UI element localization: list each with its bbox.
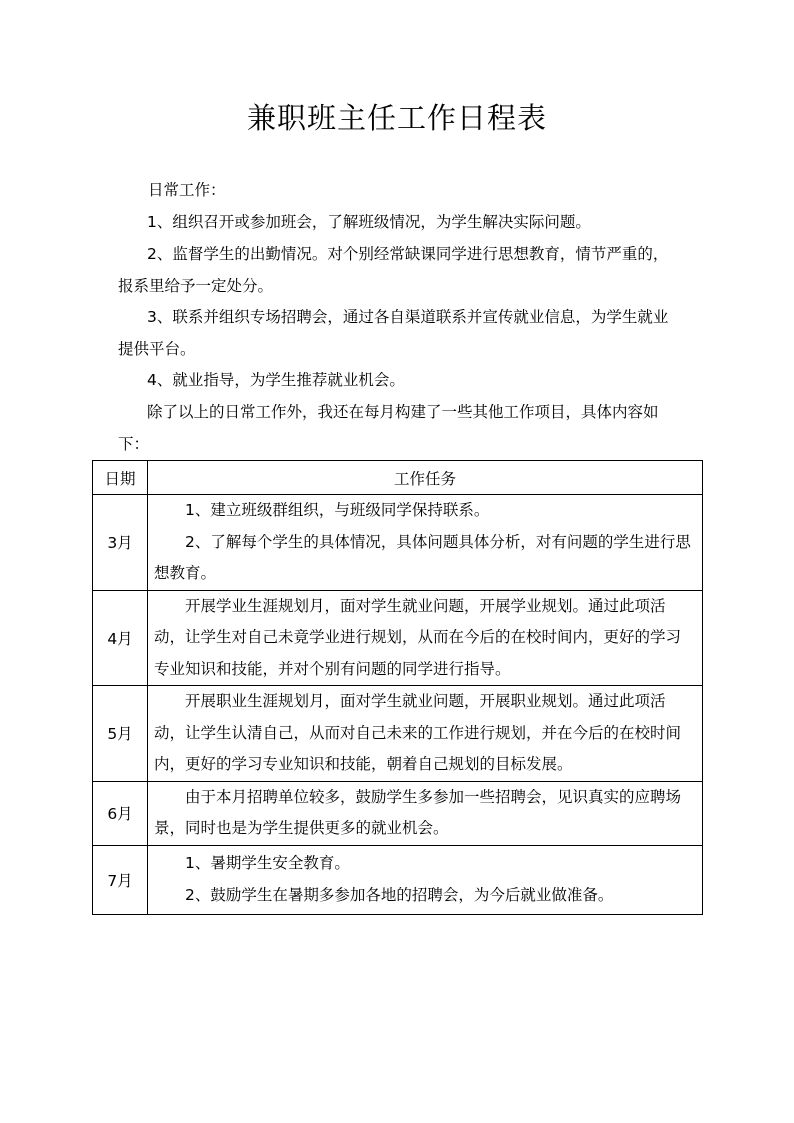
table-row [93, 495, 703, 591]
schedule-table [92, 460, 703, 915]
row-date: 4月 [93, 590, 148, 686]
task-line: 1、建立班级群组织，与班级同学保持联系。 [185, 501, 490, 519]
table-row [93, 845, 703, 914]
task-line: 2、了解每个学生的具体情况，具体问题具体分析，对有问题的学生进行思想教育。 [154, 532, 691, 582]
table-row [93, 781, 703, 845]
document-title: 兼职班主任工作日程表 [246, 101, 547, 135]
row-task [148, 781, 703, 845]
table-header-row [93, 461, 703, 495]
row-date: 3月 [93, 495, 148, 591]
task-line: 1、暑期学生安全教育。 [185, 854, 350, 872]
row-task [148, 590, 703, 686]
table-row [93, 590, 703, 686]
row-task [148, 686, 703, 782]
task-line: 开展职业生涯规划月，面对学生就业问题，开展职业规划。通过此项活动，让学生认清自己，从而对自己未来的工作进行规划，并在今后的在校时间内，更好的学习专业知识和技能，朝着自己规划的目标发展。 [154, 692, 682, 773]
task-line: 开展学业生涯规划月，面对学生就业问题，开展学业规划。通过此项活动，让学生对自己未竟学业进行规划，从而在今后的在校时间内，更好的学习专业知识和技能，并对个别有问题的同学进行指导。 [154, 596, 682, 678]
header-date: 日期 [93, 461, 148, 495]
daily-item-3: 3、联系并组织专场招聘会，通过各自渠道联系并宣传就业信息，为学生就业提供平台。 [118, 308, 669, 358]
row-date: 5月 [93, 686, 148, 782]
row-task [148, 845, 703, 914]
task-line: 2、鼓励学生在暑期多参加各地的招聘会，为今后就业做准备。 [185, 885, 614, 904]
daily-item-1: 1、组织召开或参加班会，了解班级情况，为学生解决实际问题。 [147, 213, 591, 231]
task-line: 由于本月招聘单位较多，鼓励学生多参加一些招聘会，见识真实的应聘场景，同时也是为学生提供更多的就业机会。 [154, 787, 682, 837]
row-date: 6月 [93, 781, 148, 845]
table-row [93, 686, 703, 782]
daily-item-2: 2、监督学生的出勤情况。对个别经常缺课同学进行思想教育，情节严重的，报系里给予一定处分。 [118, 245, 669, 295]
row-task [148, 495, 703, 591]
daily-item-4: 4、就业指导，为学生推荐就业机会。 [147, 371, 405, 389]
row-date: 7月 [93, 845, 148, 914]
daily-work-heading: 日常工作： [148, 181, 226, 199]
header-task: 工作任务 [148, 461, 703, 495]
daily-outro: 除了以上的日常工作外，我还在每月构建了一些其他工作项目，具体内容如下： [118, 403, 659, 453]
